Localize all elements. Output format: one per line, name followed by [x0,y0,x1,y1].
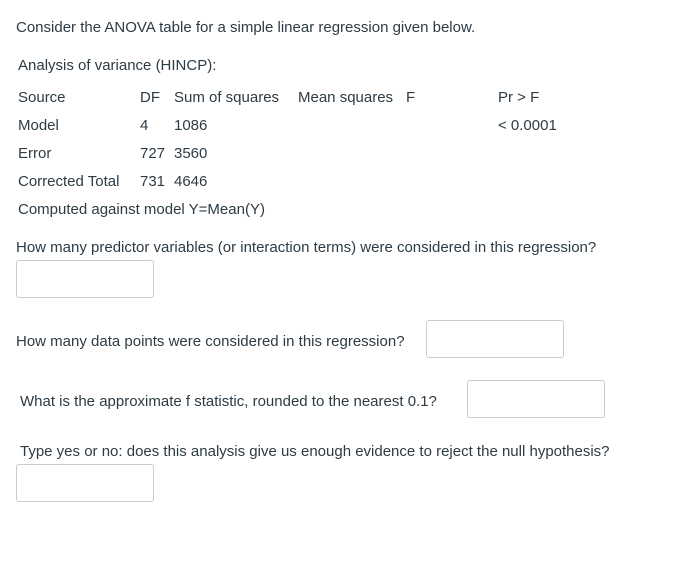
row-total-source: Corrected Total [18,173,120,190]
question-2-text: How many data points were considered in this regression? [16,333,405,350]
question-3-text: What is the approximate f statistic, rounded to the nearest 0.1? [20,393,437,410]
question-1-text: How many predictor variables (or interaction terms) were considered in this regression? [16,239,597,256]
intro-text: Consider the ANOVA table for a simple linear regression given below. [16,19,476,36]
anova-footnote: Computed against model Y=Mean(Y) [18,201,265,218]
header-mean-squares: Mean squares [298,89,394,106]
row-error-ss: 3560 [174,145,208,162]
answer-input-4[interactable] [16,464,154,502]
row-model-df: 4 [140,117,149,134]
header-sum-of-squares: Sum of squares [174,89,280,106]
header-source: Source [18,89,66,106]
row-model-source: Model [18,117,59,134]
row-model-p: < 0.0001 [498,117,557,134]
header-f: F [406,89,416,106]
row-total-ss: 4646 [174,173,208,190]
row-error-source: Error [18,145,52,162]
header-p-value: Pr > F [498,89,540,106]
header-df: DF [140,89,160,106]
row-error-df: 727 [140,145,166,162]
answer-input-1[interactable] [16,260,154,298]
answer-input-2[interactable] [426,320,564,358]
row-total-df: 731 [140,173,166,190]
answer-input-3[interactable] [467,380,605,418]
anova-title: Analysis of variance (HINCP): [18,57,217,74]
question-4-text: Type yes or no: does this analysis give us enough evidence to reject the null hypothesis? [20,443,610,460]
row-model-ss: 1086 [174,117,208,134]
